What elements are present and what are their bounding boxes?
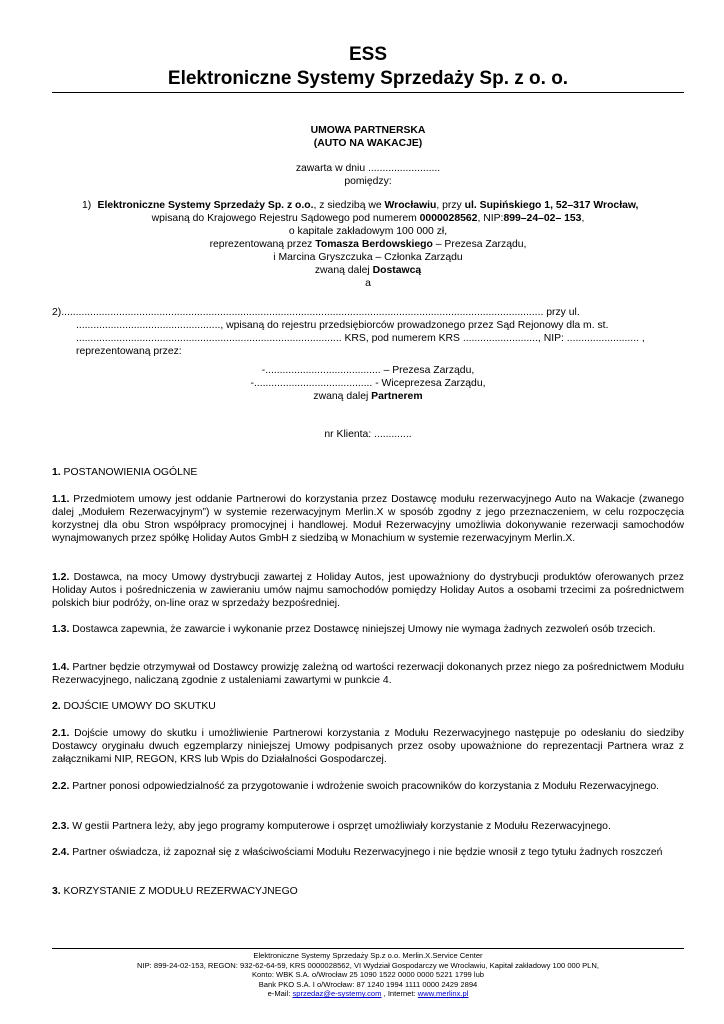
date-line: zawarta w dniu .........................: [295, 163, 441, 174]
party-2-line4: reprezentowaną przez:: [76, 346, 182, 357]
paragraph-2-2: 2.2. Partner ponosi odpowiedzialność za przygotowanie i wdrożenie swoich pracowników do korzystania z Modułu Rezerwacyjnego.: [52, 781, 660, 792]
party-and: a: [365, 278, 371, 289]
party-1-called-text: zwaną dalej: [314, 265, 373, 276]
party-1-rep-name: Tomasza Berdowskiego: [315, 239, 433, 250]
footer-line2: NIP: 899-24-02-153, REGON: 932-62-64-59, KRS 0000028562, VI Wydział Gospodarczy we Wrocławiu, Kapitał zakładowy 100 000 PLN,: [137, 960, 599, 970]
header-company-name: Elektroniczne Systemy Sprzedaży Sp. z o. o.: [167, 68, 569, 89]
party-2-line3: ............................................................................................ KRS, pod numerem KRS .........................., NIP: ......................... ,: [76, 333, 645, 344]
paragraph-1-2: 1.2. Dostawca, na mocy Umowy dystrybucji zawartej z Holiday Autos, jest upoważniony do dystrybucji produktów oferowanych przez Holiday Autos i pośredniczenia w zawieraniu umów najmu samochodów pomiędzy Holiday Autos a osobami trzecimi za pośrednictwem polskich biur podróży, on-line oraz w sprzedaży bezpośredniej.: [52, 572, 684, 609]
paragraph-1-4: 1.4. Partner będzie otrzymywał od Dostawcy prowizję zależną od wartości rezerwacji dokonanych przez niego za pośrednictwem Modułu Rezerwacyjnego, naliczaną zgodnie z ustaleniami zawartymi w punkcie 4.: [52, 662, 684, 686]
paragraph-2-4: 2.4. Partner oświadcza, iż zapoznał się z właściwościami Modułu Rezerwacyjnego i nie będzie wnosił z tego tytułu żadnych roszczeń: [52, 847, 663, 858]
header-acronym: ESS: [348, 44, 388, 65]
paragraph-2-3: 2.3. W gestii Partnera leży, aby jego programy komputerowe i osprzęt umożliwiały korzystanie z Modułu Rezerwacyjnego.: [52, 821, 611, 832]
party-2-rep1: -........................................ – Prezesa Zarządu,: [261, 365, 475, 376]
party-1-city: Wrocławiu: [384, 200, 437, 211]
party-2: [52, 306, 684, 358]
footer-line4: Bank PKO S.A. I o/Wrocław: 87 1240 1994 1111 0000 2429 2894: [258, 979, 478, 989]
header-rule: [52, 92, 684, 93]
party-2-line1: 2)....................................................................................................................................................................... przy ul.: [52, 307, 580, 318]
paragraph-1-1: 1.1. Przedmiotem umowy jest oddanie Partnerowi do korzystania przez Dostawcę modułu rezerwacyjnego Auto na Wakacje (zwanego dalej „Modułem Rezerwacyjnym”) w systemie rezerwacyjnym Merlin.X w sposób zgodny z jego przeznaczeniem, w celu rozpoczęcia korzystnej dla obu Stron współpracy promocyjnej i handlowej. Moduł Rezerwacyjny umożliwia dokonywanie rezerwacji samochodów wynajmowanych przez spółkę Holiday Autos GmbH z siedzibą w Monachium w systemie rezerwacyjnym Merlin.X.: [52, 494, 684, 544]
client-number: nr Klienta: .............: [324, 429, 412, 440]
party-1-name: Elektroniczne Systemy Sprzedaży Sp. z o.o.: [97, 200, 314, 211]
party-2-called-text: zwaną dalej: [313, 391, 372, 402]
contract-title: UMOWA PARTNERSKA: [310, 125, 426, 136]
party-1-nip-suffix: ,: [581, 213, 585, 224]
section-3-heading: 3. KORZYSTANIE Z MODUŁU REZERWACYJNEGO: [52, 886, 298, 897]
paragraph-2-1: 2.1. Dojście umowy do skutku i umożliwienie Partnerowi korzystania z Modułu Rezerwacyjnego następuje po odesłaniu do siedziby Dostawcy oryginału dwuch egzemplarzy niniejszej Umowy podpisanych przez osoby upoważnione do reprezentacji Partnera wraz z załącznikami NIP, REGON, KRS lub Wpis do Działalności Gospodarczej.: [52, 728, 684, 765]
party-2-line2: .................................................., wpisaną do rejestru przedsiębiorców prowadzonego przez Sąd Rejonowy dla m. st.: [76, 320, 609, 331]
party-2-rep2: -......................................... - Wiceprezesa Zarządu,: [250, 378, 486, 389]
paragraph-1-3: 1.3. Dostawca zapewnia, że zawarcie i wykonanie przez Dostawcę niniejszej Umowy nie wymaga żadnych zezwoleń osób trzecich.: [52, 624, 656, 635]
section-2-heading: 2. DOJŚCIE UMOWY DO SKUTKU: [52, 701, 216, 712]
party-1-seat-text: , z siedzibą we: [313, 200, 385, 211]
party-2-called: Partnerem: [371, 391, 423, 402]
footer-email-link[interactable]: sprzedaz@e-systemy.com: [292, 989, 382, 999]
footer-internet-label: , Internet:: [381, 989, 418, 999]
between-label: pomiędzy:: [344, 176, 392, 187]
party-1-krs: 0000028562: [419, 213, 478, 224]
footer-email-label: e-Mail:: [267, 989, 293, 999]
party-1: [52, 199, 684, 290]
party-1-called: Dostawcą: [372, 265, 422, 276]
footer-website-link[interactable]: www.merlinx.pl: [417, 989, 469, 999]
party-1-addr-text: , przy: [436, 200, 465, 211]
party-1-number: 1): [82, 200, 92, 211]
party-1-nip-text: , NIP:: [477, 213, 504, 224]
party-1-rep-text: reprezentowaną przez: [209, 239, 316, 250]
section-1-heading: 1. POSTANOWIENIA OGÓLNE: [52, 467, 198, 478]
party-1-address: ul. Supińskiego 1, 52–317 Wrocław,: [464, 200, 639, 211]
footer-line3: Konto: WBK S.A. o/Wrocław 25 1090 1522 0000 0000 5221 1799 lub: [251, 970, 485, 980]
party-1-capital: o kapitale zakładowym 100 000 zł,: [288, 226, 448, 237]
party-1-krs-text: wpisaną do Krajowego Rejestru Sądowego pod numerem: [151, 213, 420, 224]
footer-rule: [52, 948, 684, 949]
footer: [52, 951, 684, 999]
party-1-rep2: i Marcina Gryszczuka – Członka Zarządu: [273, 252, 463, 263]
footer-line1: Elektroniczne Systemy Sprzedaży Sp.z o.o. Merlin.X.Service Center: [253, 951, 483, 960]
party-1-rep-role: – Prezesa Zarządu,: [432, 239, 527, 250]
contract-subtitle: (AUTO NA WAKACJE): [313, 138, 423, 149]
party-1-nip: 899–24–02– 153: [503, 213, 582, 224]
